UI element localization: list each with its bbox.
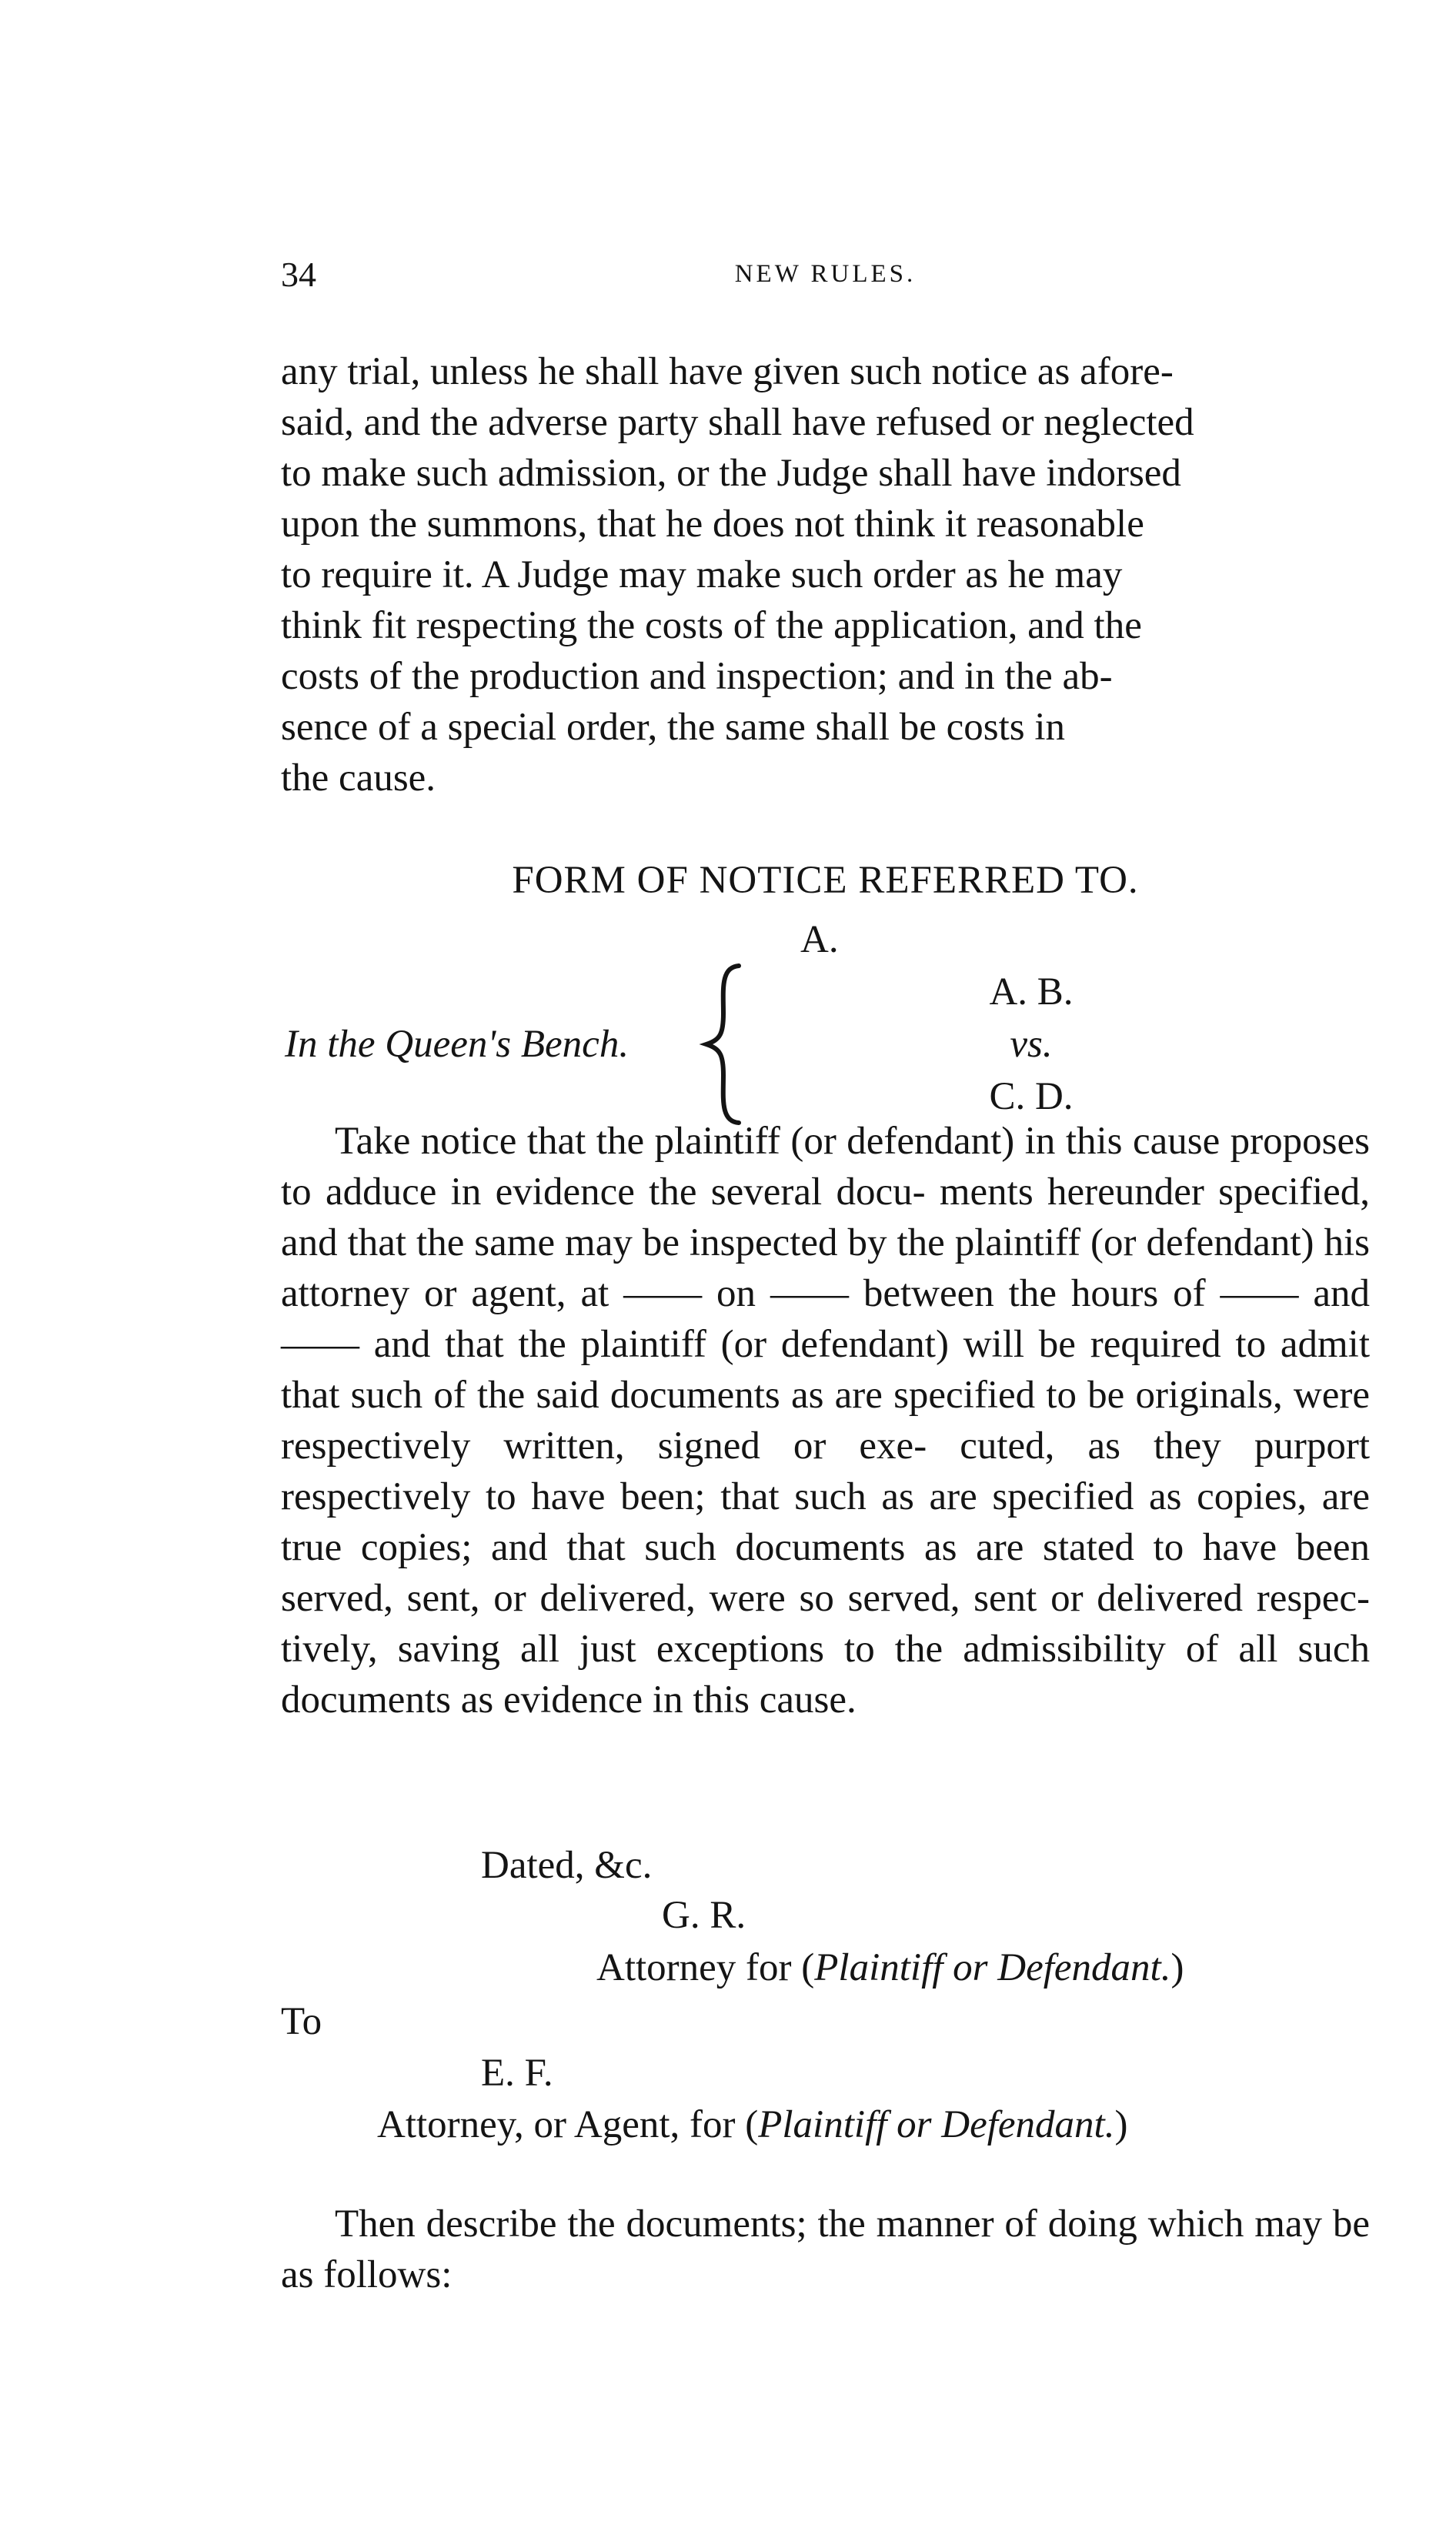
- to-label: To: [281, 2000, 322, 2043]
- paragraph-3: Then describe the documents; the manner of doing which may be as follows:: [281, 2202, 1370, 2296]
- attorney-for-line: [596, 1945, 1184, 1990]
- page-header: [281, 254, 1370, 308]
- attorney-for-party: Plaintiff or Defendant.: [814, 1946, 1171, 1989]
- form-letter: A.: [800, 918, 839, 961]
- recipient-role-party: Plaintiff or Defendant.: [758, 2103, 1115, 2146]
- recipient-role-suffix: ): [1114, 2103, 1128, 2146]
- versus-label: vs.: [1010, 1023, 1053, 1066]
- curly-brace-icon: [693, 960, 754, 1129]
- page-number: 34: [281, 255, 316, 294]
- paragraph-1: any trial, unless he shall have given such notice as afore- said, and the adverse party shall have refused or neglected to make such admission, or the Judge shall have indorsed upon the summons, that he does not think it reasonable to require it. A Judge may make such order as he may think fit respecting the costs of the application, and the costs of the production and inspection; and in the ab- sence of a special order, the same shall be costs in the cause.: [281, 350, 1194, 800]
- running-head: NEW RULES.: [734, 260, 917, 288]
- recipient-name: E. F.: [481, 2052, 553, 2095]
- signatory-name: G. R.: [662, 1894, 746, 1937]
- recipient-role-prefix: Attorney, or Agent, for (: [377, 2103, 759, 2146]
- party-plaintiff: A. B.: [989, 970, 1074, 1014]
- party-defendant: C. D.: [989, 1075, 1074, 1118]
- attorney-for-suffix: ): [1170, 1946, 1184, 1989]
- form-title: FORM OF NOTICE REFERRED TO.: [512, 859, 1139, 902]
- dated-line: Dated, &c.: [481, 1844, 653, 1887]
- attorney-for-prefix: Attorney for (: [596, 1946, 815, 1989]
- notice-paragraph: Take notice that the plaintiff (or defendant) in this cause proposes to adduce in evidence the several docu- ments hereunder specified, and that the same may be inspected by the plaintiff (or defendant) his attorney or agent, at —— on —— between the hours of —— and —— and that the plaintiff (or defendant) will be required to admit that such of the said documents as are specified to be originals, were respectively written, signed or exe- cuted, as they purport respectively to have been; that such as are specified as copies, are true copies; and that such documents as are stated to have been served, sent, or delivered, were so served, sent or delivered respec- tively, saving all just exceptions to the admissibility of all such documents as evidence in this cause.: [281, 1120, 1370, 1721]
- recipient-role-line: [377, 2102, 1127, 2147]
- court-name: In the Queen's Bench.: [285, 1023, 629, 1066]
